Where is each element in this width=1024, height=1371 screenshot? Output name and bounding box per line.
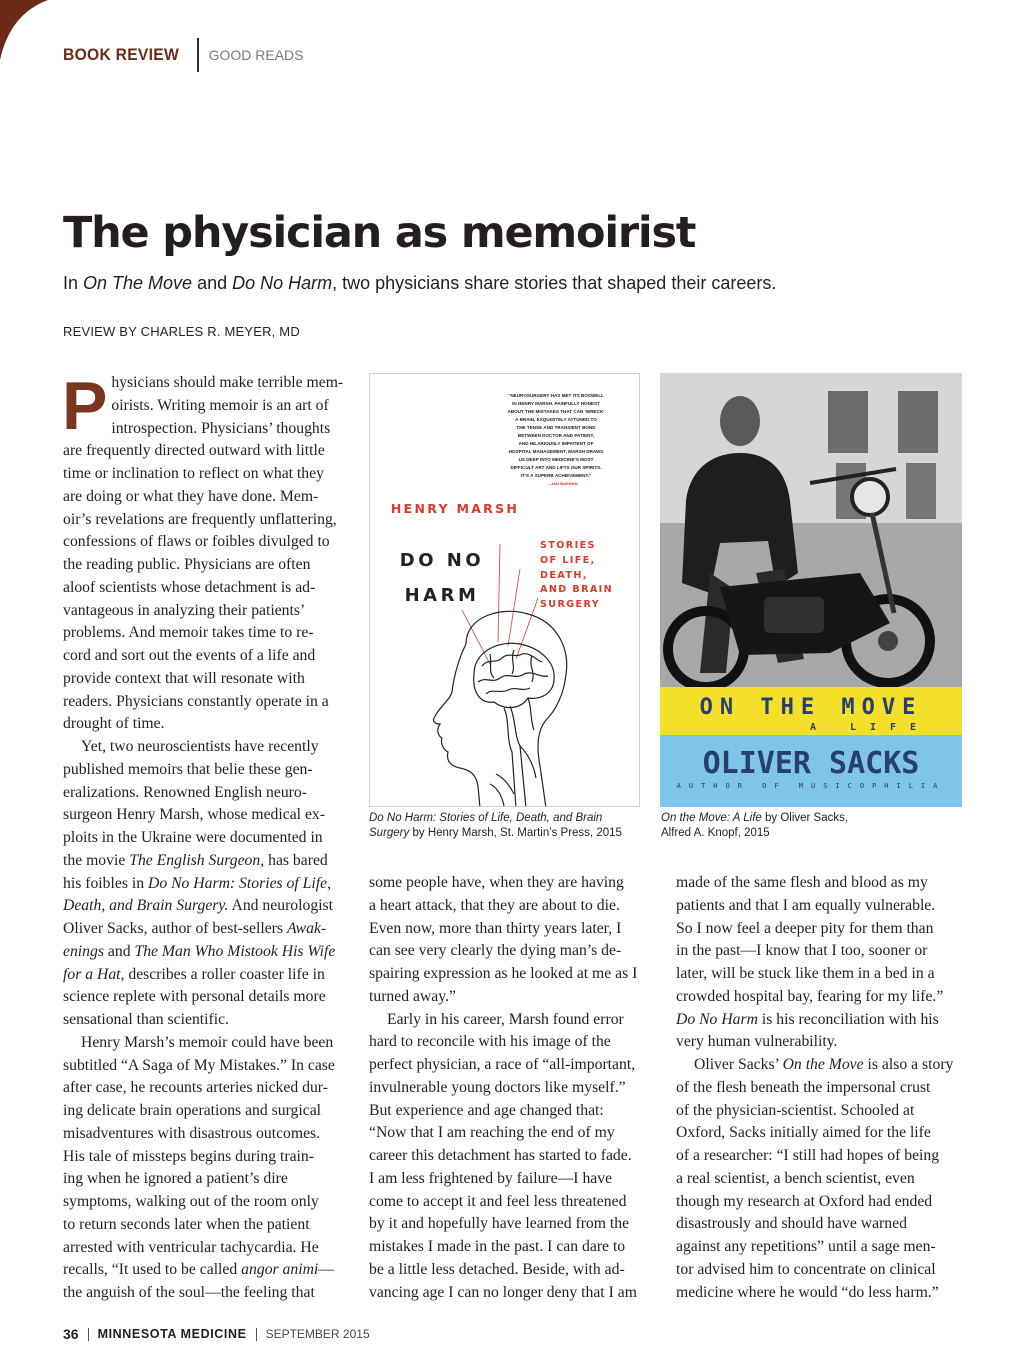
body-column-1: P hysicians should make terrible mem- oirists. Writing memoir is an art of introspection. Physicians’ thoughts are frequently directed outward with little time or inclination to reflect on what they are doing or what they have done. Mem- oir’s revelations are frequently unflattering, confessions of flaws or foibles divulged to the reading public. Physicians are often aloof scientists whose detachment is ad- vantageous in analyzing their patients’ problems. And memoir takes time to re- cord and sort out the events of a life and provide context that will resonate with readers. Physicians constantly operate in a drought of time. Yet, two neuroscientists have recently published memoirs that belie these gen- eralizations. Renowned English neuro- surgeon Henry Marsh, whose medical ex- ploits in the Ukraine were documented in the movie The English Surgeon, has bared his foibles in Do No Harm: Stories of Life, Death, and Brain Surgery. And neurologist Oliver Sacks, author of best-sellers Awak- enings and The Man Who Mistook His Wife for a Hat, describes a roller coaster life in science replete with personal details more sensational than scientific. Henry Marsh’s memoir could have been subtitled “A Saga of My Mistakes.” In case after case, he recounts arteries nicked dur- ing delicate brain operations and surgical misadventures with disastrous outcomes. His tale of missteps begins during train- ing when he ignored a patient’s dire symptoms, walking out of the room only to return seconds later when the patient arrested with ventricular tachycardia. He recalls, “It used to be called angor animi— the anguish of the soul—the feeling that	[62, 368, 344, 1301]
blurb-line: US DEEP INTO MEDICINE’S MOST	[518, 457, 594, 462]
cover-title-line-1: DO NO	[399, 550, 485, 571]
blurb-line: A BRAIN, EXQUISITELY ATTUNED TO	[515, 417, 597, 422]
book-cover-on-the-move	[660, 373, 962, 807]
page-number: 36	[63, 1326, 79, 1342]
section-label: BOOK REVIEW	[63, 45, 180, 64]
corner-decoration	[0, 0, 60, 60]
cover-subtitle: A LIFE	[809, 722, 931, 733]
book-cover-do-no-harm	[369, 373, 640, 807]
issue-date: SEPTEMBER 2015	[265, 1327, 370, 1341]
blurb-line: HOSPITAL MANAGEMENT, MARSH DRAWS	[508, 449, 604, 454]
blurb-line: ABOUT THE MISTAKES THAT CAN ‘WRECK’	[507, 409, 605, 414]
caption-on-the-move: On the Move: A Life by Oliver Sacks, Alfred A. Knopf, 2015	[661, 812, 849, 839]
body-column-3: made of the same flesh and blood as my patients and that I am equally vulnerable. So I now feel a deeper pity for them than in the past—I know that I too, sooner or later, will be stuck like them in a bed in a crowded hospital bay, fearing for my life.” Do No Harm is his reconciliation with his very human vulnerability. Oliver Sacks’ On the Move is also a story of the flesh beneath the impersonal crust of the physician-scientist. Schooled at Oxford, Sacks initially aimed for the life of a researcher: “I still had hopes of being a real scientist, a bench scientist, even though my research at Oxford had ended disastrously and should have warned against any repetitions” until a sage men- tor advised him to concentrate on clinical medicine where he would “do less harm.”	[676, 874, 954, 1301]
cover-author: HENRY MARSH	[390, 501, 520, 516]
header-divider	[197, 38, 199, 72]
page-footer	[63, 1326, 370, 1342]
article-subtitle: In On The Move and Do No Harm, two physicians share stories that shaped their careers.	[63, 273, 777, 293]
blurb-line: IN HENRY MARSH. PAINFULLY HONEST	[512, 401, 600, 406]
body-column-2: some people have, when they are having a heart attack, that they are about to die. Even now, more than thirty years later, I can see very clearly the dying man’s de- spairing expression as he looked at me as I turned away.” Early in his career, Marsh found error hard to reconcile with his image of the perfect physician, a race of “all-important, invulnerable young doctors like myself.” But experience and age changed that: “Now that I am reaching the end of my career this detachment has started to fade. I am less frightened by failure—I have come to accept it and feel less threatened by it and hopefully have learned from the mistakes I made in the past. I can dare to be a little less detached. Beside, with ad- vancing age I can no longer deny that I am	[369, 874, 638, 1301]
article-byline: REVIEW BY CHARLES R. MEYER, MD	[63, 324, 300, 339]
subsection-label: GOOD READS	[208, 47, 304, 63]
caption-do-no-harm: Do No Harm: Stories of Life, Death, and Brain Surgery by Henry Marsh, St. Martin’s Press, 2015	[369, 812, 622, 839]
cover-subtitle-line: STORIES	[540, 540, 596, 551]
footer-divider	[88, 1328, 89, 1341]
on-the-move-cover-art	[660, 373, 962, 807]
footer-divider	[256, 1328, 257, 1341]
cover-tagline: AUTHOR OF MUSICOPHILIA	[676, 782, 946, 790]
drop-cap: P	[62, 368, 108, 444]
cover-subtitle-line: SURGERY	[540, 599, 601, 610]
blurb-line: BETWEEN DOCTOR AND PATIENT,	[517, 433, 595, 438]
article-title: The physician as memoirist	[63, 208, 696, 258]
blurb-line: THE TENSE AND TRANSIENT BOND	[516, 425, 596, 430]
cover-subtitle-line: DEATH,	[540, 570, 588, 581]
blurb-line: IT’S A SUPERB ACHIEVEMENT.”	[520, 473, 592, 478]
cover-subtitle-line: OF LIFE,	[540, 555, 596, 566]
brain-illustration	[433, 611, 566, 807]
blurb-line: AND HILARIOUSLY IMPATIENT OF	[518, 441, 594, 446]
cover-author: OLIVER SACKS	[702, 746, 920, 781]
cover-title-line-2: HARM	[404, 585, 480, 606]
blurb-line: “NEUROSURGERY HAS MET ITS BOSWELL	[508, 393, 604, 398]
cover-subtitle-line: AND BRAIN	[540, 584, 614, 595]
do-no-harm-cover-art	[370, 374, 640, 807]
blurb-line: DIFFICULT ART AND LIFTS OUR SPIRITS.	[510, 465, 602, 470]
cover-title: ON THE MOVE	[699, 695, 923, 720]
magazine-name: MINNESOTA MEDICINE	[97, 1327, 247, 1341]
section-header	[63, 38, 304, 72]
blurb-author: —IAN McEWAN	[548, 481, 578, 486]
